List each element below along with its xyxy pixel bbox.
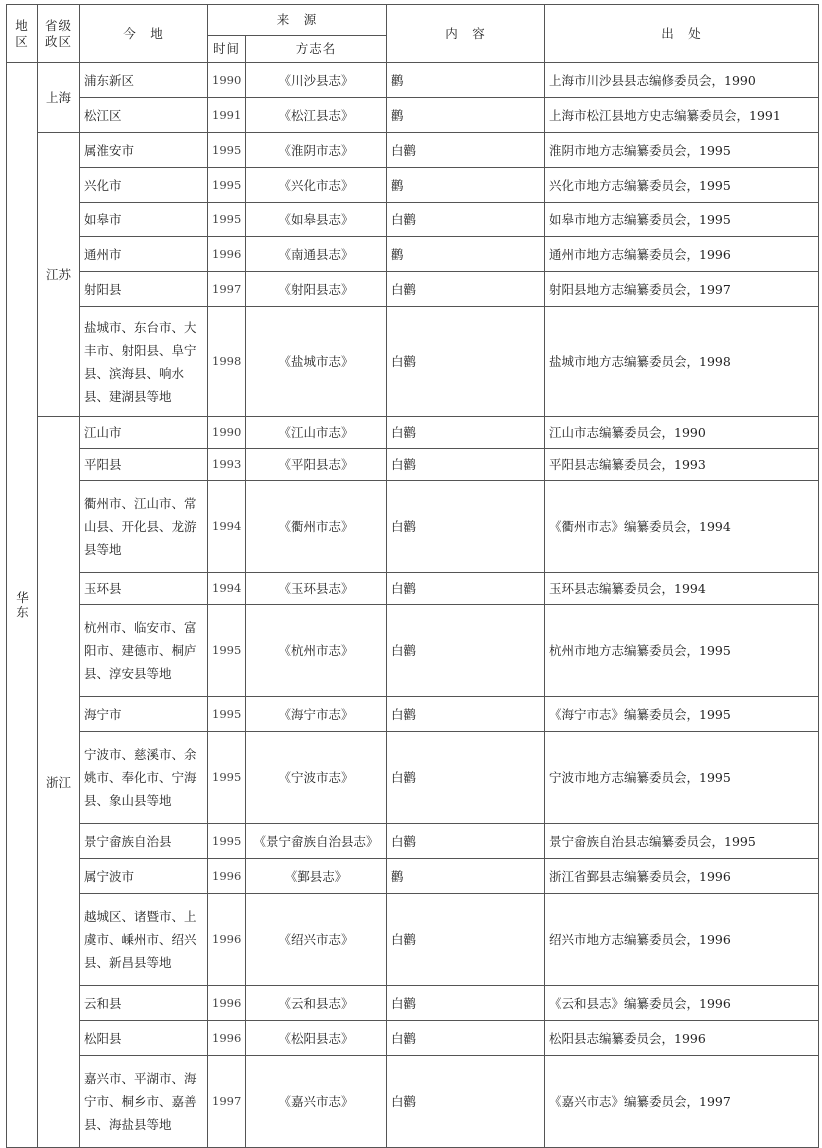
origin-cell: 松阳县志编纂委员会，1996 (545, 1021, 819, 1056)
place-cell: 越城区、诸暨市、上虞市、嵊州市、绍兴县、新昌县等地 (80, 894, 208, 986)
place-cell: 平阳县 (80, 449, 208, 481)
header-origin: 出 处 (545, 5, 819, 63)
origin-cell: 绍兴市地方志编纂委员会，1996 (545, 894, 819, 986)
content-cell: 白鹳 (387, 272, 545, 307)
book-cell: 《玉环县志》 (246, 573, 387, 605)
table-row (7, 605, 819, 697)
place-cell: 属淮安市 (80, 133, 208, 168)
content-cell: 白鹳 (387, 307, 545, 417)
origin-cell: 淮阴市地方志编纂委员会，1995 (545, 133, 819, 168)
header-today: 今 地 (80, 5, 208, 63)
province-cell: 浙江 (38, 417, 80, 1148)
table-row (7, 824, 819, 859)
content-cell: 白鹳 (387, 417, 545, 449)
book-cell: 《如皋县志》 (246, 203, 387, 237)
content-cell: 白鹳 (387, 605, 545, 697)
table-row (7, 168, 819, 203)
origin-cell: 平阳县志编纂委员会，1993 (545, 449, 819, 481)
book-cell: 《平阳县志》 (246, 449, 387, 481)
table-row (7, 859, 819, 894)
place-cell: 属宁波市 (80, 859, 208, 894)
origin-cell: 《海宁市志》编纂委员会，1995 (545, 697, 819, 732)
time-cell: 1995 (208, 824, 246, 859)
origin-cell: 盐城市地方志编纂委员会，1998 (545, 307, 819, 417)
time-cell: 1996 (208, 859, 246, 894)
content-cell: 白鹳 (387, 697, 545, 732)
table-row (7, 894, 819, 986)
book-cell: 《兴化市志》 (246, 168, 387, 203)
place-cell: 通州市 (80, 237, 208, 272)
time-cell: 1997 (208, 1056, 246, 1148)
book-cell: 《淮阴市志》 (246, 133, 387, 168)
place-cell: 海宁市 (80, 697, 208, 732)
table-row (7, 417, 819, 449)
content-cell: 白鹳 (387, 573, 545, 605)
time-cell: 1995 (208, 697, 246, 732)
origin-cell: 兴化市地方志编纂委员会，1995 (545, 168, 819, 203)
place-cell: 盐城市、东台市、大丰市、射阳县、阜宁县、滨海县、响水县、建湖县等地 (80, 307, 208, 417)
time-cell: 1995 (208, 133, 246, 168)
table-row (7, 697, 819, 732)
records-table (6, 4, 819, 1148)
time-cell: 1996 (208, 237, 246, 272)
content-cell: 白鹳 (387, 133, 545, 168)
book-cell: 《鄞县志》 (246, 859, 387, 894)
header-source: 来 源 (208, 5, 387, 36)
place-cell: 嘉兴市、平湖市、海宁市、桐乡市、嘉善县、海盐县等地 (80, 1056, 208, 1148)
table-row (7, 98, 819, 133)
book-cell: 《南通县志》 (246, 237, 387, 272)
time-cell: 1995 (208, 168, 246, 203)
time-cell: 1997 (208, 272, 246, 307)
table-row (7, 732, 819, 824)
origin-cell: 《嘉兴市志》编纂委员会，1997 (545, 1056, 819, 1148)
table-row (7, 986, 819, 1021)
book-cell: 《杭州市志》 (246, 605, 387, 697)
table-row (7, 272, 819, 307)
time-cell: 1998 (208, 307, 246, 417)
table-row (7, 307, 819, 417)
content-cell: 白鹳 (387, 481, 545, 573)
place-cell: 宁波市、慈溪市、余姚市、奉化市、宁海县、象山县等地 (80, 732, 208, 824)
content-cell: 鹳 (387, 98, 545, 133)
content-cell: 白鹳 (387, 894, 545, 986)
region-cell: 华东 (7, 63, 38, 1148)
table-row (7, 1056, 819, 1148)
time-cell: 1990 (208, 63, 246, 98)
time-cell: 1995 (208, 732, 246, 824)
table-body (7, 63, 819, 1148)
book-cell: 《松阳县志》 (246, 1021, 387, 1056)
book-cell: 《嘉兴市志》 (246, 1056, 387, 1148)
origin-cell: 上海市松江县地方史志编纂委员会，1991 (545, 98, 819, 133)
header-book: 方志名 (246, 36, 387, 63)
table-row (7, 237, 819, 272)
content-cell: 白鹳 (387, 986, 545, 1021)
header-content: 内 容 (387, 5, 545, 63)
origin-cell: 宁波市地方志编纂委员会，1995 (545, 732, 819, 824)
place-cell: 兴化市 (80, 168, 208, 203)
book-cell: 《松江县志》 (246, 98, 387, 133)
book-cell: 《射阳县志》 (246, 272, 387, 307)
place-cell: 杭州市、临安市、富阳市、建德市、桐庐县、淳安县等地 (80, 605, 208, 697)
header-region: 地区 (7, 5, 38, 63)
time-cell: 1996 (208, 986, 246, 1021)
place-cell: 云和县 (80, 986, 208, 1021)
book-cell: 《宁波市志》 (246, 732, 387, 824)
origin-cell: 《云和县志》编纂委员会，1996 (545, 986, 819, 1021)
origin-cell: 上海市川沙县县志编修委员会，1990 (545, 63, 819, 98)
content-cell: 白鹳 (387, 1056, 545, 1148)
content-cell: 白鹳 (387, 1021, 545, 1056)
content-cell: 白鹳 (387, 732, 545, 824)
origin-cell: 玉环县志编纂委员会，1994 (545, 573, 819, 605)
table-row (7, 1021, 819, 1056)
place-cell: 玉环县 (80, 573, 208, 605)
time-cell: 1994 (208, 573, 246, 605)
origin-cell: 浙江省鄞县志编纂委员会，1996 (545, 859, 819, 894)
origin-cell: 江山市志编纂委员会，1990 (545, 417, 819, 449)
table-row (7, 133, 819, 168)
content-cell: 鹳 (387, 168, 545, 203)
content-cell: 白鹳 (387, 449, 545, 481)
time-cell: 1990 (208, 417, 246, 449)
book-cell: 《川沙县志》 (246, 63, 387, 98)
time-cell: 1991 (208, 98, 246, 133)
place-cell: 射阳县 (80, 272, 208, 307)
content-cell: 白鹳 (387, 824, 545, 859)
origin-cell: 如皋市地方志编纂委员会，1995 (545, 203, 819, 237)
content-cell: 鹳 (387, 859, 545, 894)
time-cell: 1996 (208, 1021, 246, 1056)
time-cell: 1996 (208, 894, 246, 986)
time-cell: 1995 (208, 605, 246, 697)
book-cell: 《衢州市志》 (246, 481, 387, 573)
book-cell: 《海宁市志》 (246, 697, 387, 732)
time-cell: 1994 (208, 481, 246, 573)
place-cell: 江山市 (80, 417, 208, 449)
province-cell: 江苏 (38, 133, 80, 417)
book-cell: 《云和县志》 (246, 986, 387, 1021)
table-row (7, 573, 819, 605)
origin-cell: 景宁畲族自治县志编纂委员会，1995 (545, 824, 819, 859)
origin-cell: 射阳县地方志编纂委员会，1997 (545, 272, 819, 307)
table-row (7, 481, 819, 573)
place-cell: 松江区 (80, 98, 208, 133)
table-row (7, 63, 819, 98)
book-cell: 《绍兴市志》 (246, 894, 387, 986)
place-cell: 如皋市 (80, 203, 208, 237)
province-cell: 上海 (38, 63, 80, 133)
header-province: 省级政区 (38, 5, 80, 63)
origin-cell: 杭州市地方志编纂委员会，1995 (545, 605, 819, 697)
header-time: 时间 (208, 36, 246, 63)
time-cell: 1995 (208, 203, 246, 237)
table-row (7, 203, 819, 237)
origin-cell: 《衢州市志》编纂委员会，1994 (545, 481, 819, 573)
place-cell: 景宁畲族自治县 (80, 824, 208, 859)
time-cell: 1993 (208, 449, 246, 481)
content-cell: 白鹳 (387, 203, 545, 237)
table-row (7, 449, 819, 481)
book-cell: 《盐城市志》 (246, 307, 387, 417)
content-cell: 鹳 (387, 237, 545, 272)
book-cell: 《景宁畲族自治县志》 (246, 824, 387, 859)
place-cell: 衢州市、江山市、常山县、开化县、龙游县等地 (80, 481, 208, 573)
book-cell: 《江山市志》 (246, 417, 387, 449)
origin-cell: 通州市地方志编纂委员会，1996 (545, 237, 819, 272)
place-cell: 浦东新区 (80, 63, 208, 98)
content-cell: 鹳 (387, 63, 545, 98)
place-cell: 松阳县 (80, 1021, 208, 1056)
table-header (7, 5, 819, 63)
